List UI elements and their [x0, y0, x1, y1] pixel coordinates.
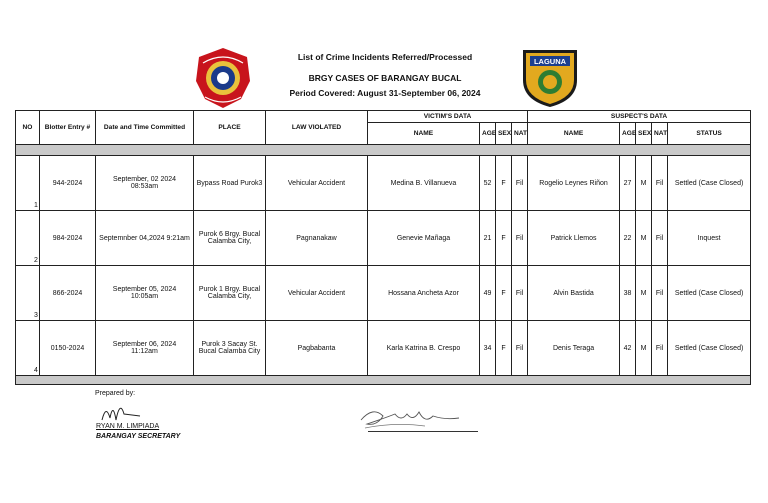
document-subtitle: BRGY CASES OF BARANGAY BUCAL — [308, 73, 462, 83]
victim-age-cell: 49 — [480, 266, 496, 321]
secretary-signature — [98, 398, 143, 426]
table-footer-row — [16, 376, 751, 385]
status-cell: Inquest — [668, 211, 751, 266]
row-number-cell — [16, 211, 40, 266]
victim-nationality-cell: Fil — [512, 156, 528, 211]
place-cell: Purok 6 Brgy. Bucal Calamba City, — [194, 211, 266, 266]
svg-text:LAGUNA: LAGUNA — [533, 57, 567, 66]
approver-signature — [355, 400, 465, 434]
col-law: LAW VIOLATED — [266, 111, 368, 145]
victim-sex-cell: F — [496, 156, 512, 211]
suspect-name-cell: Rogelio Leynes Riñon — [528, 156, 620, 211]
table-body — [16, 156, 751, 376]
victim-name-cell: Hossana Ancheta Azor — [368, 266, 480, 321]
secretary-position: BARANGAY SECRETARY — [96, 433, 181, 440]
col-datetime: Date and Time Committed — [96, 111, 194, 145]
date-time-cell: Septemnber 04,2024 9:21am — [96, 211, 194, 266]
police-seal-logo — [195, 47, 251, 109]
victim-age-cell: 34 — [480, 321, 496, 376]
suspect-sex-cell: M — [636, 266, 652, 321]
suspect-nationality-cell: Fil — [652, 321, 668, 376]
row-number-cell — [16, 266, 40, 321]
victim-data-header: VICTIM'S DATA — [368, 111, 528, 123]
victim-nationality-cell: Fil — [512, 321, 528, 376]
table-row — [16, 211, 751, 266]
blotter-entry-cell: 984-2024 — [40, 211, 96, 266]
col-victim-nat: NAT — [512, 123, 528, 145]
col-status: STATUS — [668, 123, 751, 145]
suspect-sex-cell: M — [636, 211, 652, 266]
place-cell: Bypass Road Purok3 — [194, 156, 266, 211]
table-row — [16, 266, 751, 321]
col-victim-age: AGE — [480, 123, 496, 145]
law-violated-cell: Vehicular Accident — [266, 156, 368, 211]
victim-name-cell: Genevie Mañaga — [368, 211, 480, 266]
victim-nationality-cell: Fil — [512, 266, 528, 321]
victim-age-cell: 52 — [480, 156, 496, 211]
victim-age-cell: 21 — [480, 211, 496, 266]
col-blotter: Blotter Entry # — [40, 111, 96, 145]
date-time-cell: September 05, 2024 10:05am — [96, 266, 194, 321]
suspect-nationality-cell: Fil — [652, 211, 668, 266]
date-time-cell: September, 02 2024 08:53am — [96, 156, 194, 211]
col-suspect-nat: NAT — [652, 123, 668, 145]
suspect-data-header: SUSPECT'S DATA — [528, 111, 751, 123]
blotter-entry-cell: 866-2024 — [40, 266, 96, 321]
date-time-cell: September 06, 2024 11:12am — [96, 321, 194, 376]
period-covered: Period Covered: August 31-September 06, 2024 — [289, 88, 481, 98]
suspect-name-cell: Alvin Bastida — [528, 266, 620, 321]
row-number: 4 — [34, 367, 38, 374]
suspect-age-cell: 22 — [620, 211, 636, 266]
laguna-shield-logo — [520, 48, 580, 108]
signature-line — [368, 431, 478, 432]
crime-incidents-table — [15, 110, 751, 385]
suspect-age-cell: 27 — [620, 156, 636, 211]
col-suspect-name: NAME — [528, 123, 620, 145]
suspect-age-cell: 38 — [620, 266, 636, 321]
row-number: 3 — [34, 312, 38, 319]
suspect-sex-cell: M — [636, 156, 652, 211]
row-number: 2 — [34, 257, 38, 264]
suspect-name-cell: Patrick Llemos — [528, 211, 620, 266]
table-row — [16, 321, 751, 376]
victim-nationality-cell: Fil — [512, 211, 528, 266]
victim-name-cell: Medina B. Villanueva — [368, 156, 480, 211]
prepared-by-label: Prepared by: — [95, 390, 136, 397]
suspect-age-cell: 42 — [620, 321, 636, 376]
document-title: List of Crime Incidents Referred/Processed — [297, 52, 473, 62]
place-cell: Purok 3 Sacay St. Bucal Calamba City — [194, 321, 266, 376]
col-victim-sex: SEX — [496, 123, 512, 145]
suspect-nationality-cell: Fil — [652, 156, 668, 211]
status-cell: Settled (Case Closed) — [668, 321, 751, 376]
col-suspect-age: AGE — [620, 123, 636, 145]
row-number: 1 — [34, 202, 38, 209]
blotter-entry-cell: 944-2024 — [40, 156, 96, 211]
status-cell: Settled (Case Closed) — [668, 156, 751, 211]
place-cell: Purok 1 Brgy. Bucal Calamba City, — [194, 266, 266, 321]
victim-sex-cell: F — [496, 266, 512, 321]
col-suspect-sex: SEX — [636, 123, 652, 145]
status-cell: Settled (Case Closed) — [668, 266, 751, 321]
secretary-name: RYAN M. LIMPIADA — [96, 423, 160, 430]
col-victim-name: NAME — [368, 123, 480, 145]
law-violated-cell: Vehicular Accident — [266, 266, 368, 321]
victim-sex-cell: F — [496, 211, 512, 266]
law-violated-cell: Pagnanakaw — [266, 211, 368, 266]
row-number-cell — [16, 156, 40, 211]
victim-sex-cell: F — [496, 321, 512, 376]
suspect-sex-cell: M — [636, 321, 652, 376]
row-number-cell — [16, 321, 40, 376]
law-violated-cell: Pagbabanta — [266, 321, 368, 376]
blotter-entry-cell: 0150-2024 — [40, 321, 96, 376]
col-place: PLACE — [194, 111, 266, 145]
col-no: NO — [16, 111, 40, 145]
suspect-name-cell: Denis Teraga — [528, 321, 620, 376]
victim-name-cell: Karla Katrina B. Crespo — [368, 321, 480, 376]
table-spacer-row — [16, 145, 751, 156]
table-row — [16, 156, 751, 211]
suspect-nationality-cell: Fil — [652, 266, 668, 321]
